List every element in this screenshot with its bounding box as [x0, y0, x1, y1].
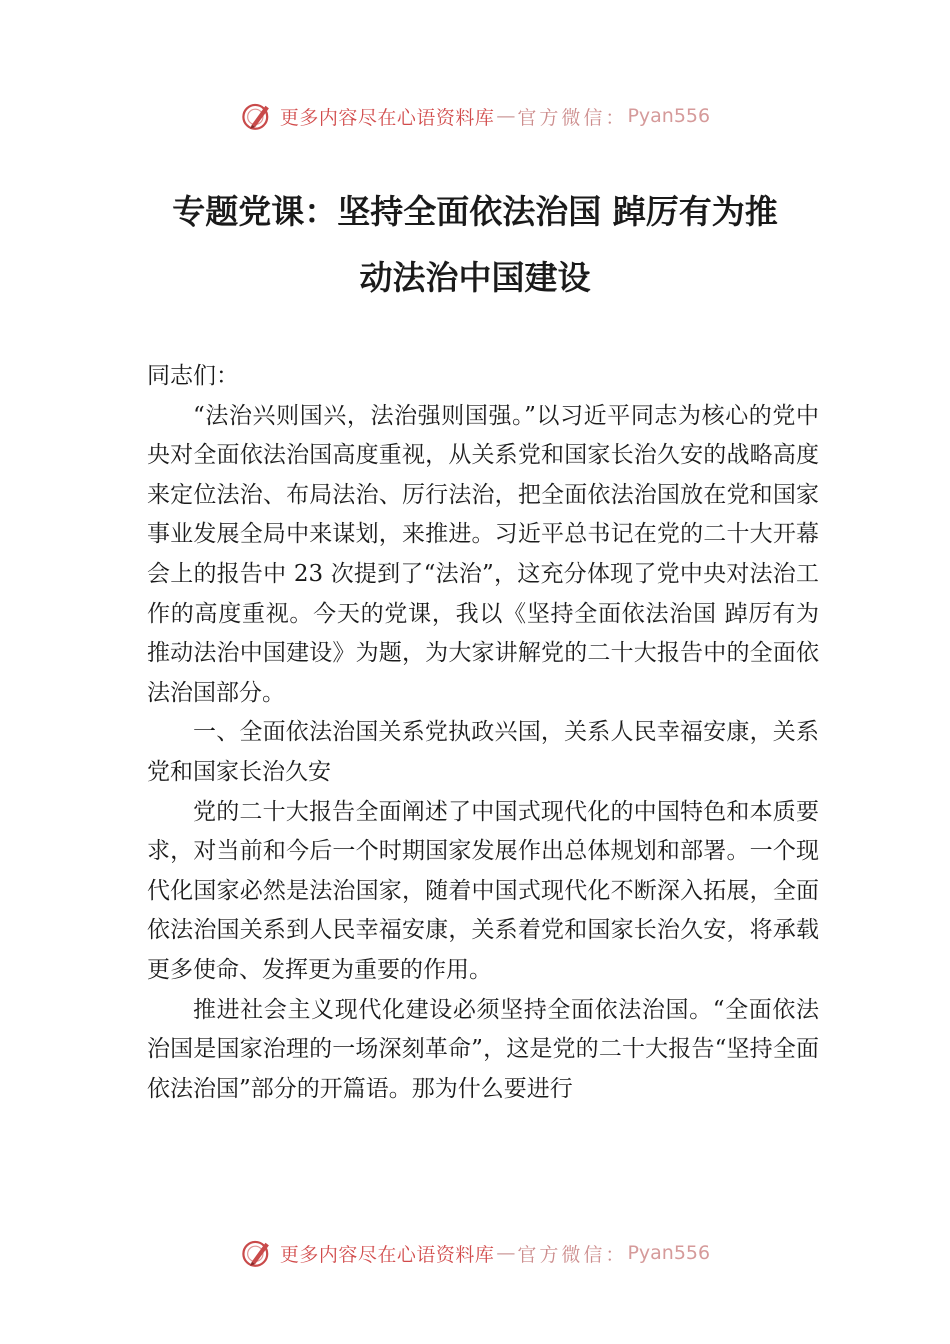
watermark-banner-top — [0, 96, 950, 136]
watermark-separator: — — [496, 105, 516, 127]
watermark-wechat-label: 官方微信： — [517, 1243, 628, 1266]
document-title-line-2: 动法治中国建设 — [359, 258, 591, 297]
document-title-line-1: 专题党课：坚持全面依法治国 踔厉有为推 — [172, 192, 778, 231]
paragraph-section-1-cont: 推进社会主义现代化建设必须坚持全面依法治国。“全面依法治国是国家治理的一场深刻革命”，这是党的二十大报告“坚持全面依法治国”部分的开篇语。那为什么要进行 — [147, 996, 819, 1102]
watermark-wechat-handle: Pyan556 — [627, 1242, 711, 1264]
watermark-separator: — — [496, 1242, 516, 1264]
watermark-brand-text: 更多内容尽在心语资料库 — [279, 1243, 495, 1266]
section-heading-1: 一、全面依法治国关系党执政兴国，关系人民幸福安康，关系党和国家长治久安 — [147, 719, 819, 785]
pen-logo-icon — [240, 99, 274, 133]
paragraph-section-1: 党的二十大报告全面阐述了中国式现代化的中国特色和本质要求，对当前和今后一个时期国家发展作出总体规划和部署。一个现代化国家必然是法治国家，随着中国式现代化不断深入拓展，全面依法治国关系到人民幸福安康，关系着党和国家长治久安，将承载更多使命、发挥更为重要的作用。 — [147, 798, 819, 983]
watermark-wechat-label: 官方微信： — [517, 106, 628, 129]
paragraph-intro: “法治兴则国兴，法治强则国强。”以习近平同志为核心的党中央对全面依法治国高度重视，从关系党和国家长治久安的战略高度来定位法治、布局法治、厉行法治，把全面依法治国放在党和国家事业发展全局中来谋划，来推进。习近平总书记在党的二十大开幕会上的报告中 23 次提到了“法治”，这充分体现了党中央对法治工作的高度重视。今天的党课，我以《坚持全面依法治国 踔厉有为推动法治中国建设》为题，为大家讲解党的二十大报告中的全面依法治国部分。 — [147, 402, 819, 706]
watermark-wechat-handle: Pyan556 — [627, 105, 711, 127]
pen-logo-icon — [240, 1236, 274, 1270]
document-body — [147, 357, 819, 1109]
salutation: 同志们： — [147, 363, 239, 389]
watermark-brand-text: 更多内容尽在心语资料库 — [279, 106, 495, 129]
watermark-banner-bottom — [0, 1233, 950, 1273]
